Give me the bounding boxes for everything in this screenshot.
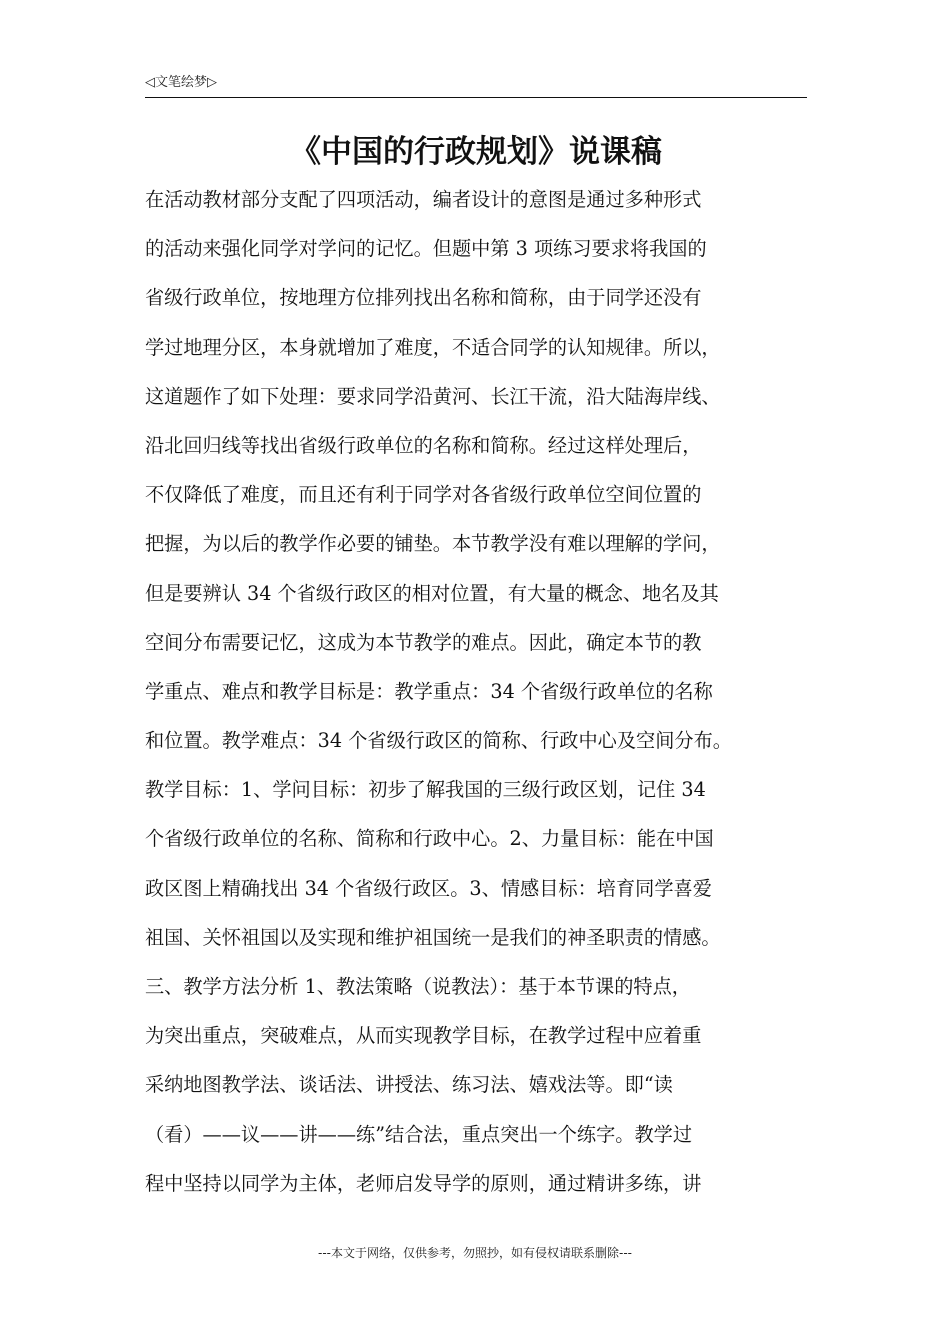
- page-footer: ---本文于网络，仅供参考，勿照抄，如有侵权请联系删除---: [318, 1246, 632, 1260]
- page-header: ◁文笔绘梦▷: [145, 75, 217, 90]
- header-divider: [145, 97, 807, 98]
- body-line: 为突出重点，突破难点，从而实现教学目标，在教学过程中应着重: [145, 1024, 702, 1048]
- document-title: 《中国的行政规划》说课稿: [290, 134, 662, 170]
- body-line: 教学目标：1、学问目标：初步了解我国的三级行政区划，记住 34: [145, 778, 706, 802]
- body-line: 这道题作了如下处理：要求同学沿黄河、长江干流，沿大陆海岸线、: [145, 384, 721, 408]
- body-line: 采纳地图教学法、谈话法、讲授法、练习法、嬉戏法等。即“读: [145, 1073, 673, 1097]
- body-line: 学重点、难点和教学目标是：教学重点：34 个省级行政单位的名称: [145, 679, 713, 703]
- body-text: [145, 180, 825, 1213]
- body-line: 省级行政单位，按地理方位排列找出名称和简称，由于同学还没有: [145, 286, 702, 310]
- body-line: 把握，为以后的教学作必要的铺垫。本节教学没有难以理解的学问，: [145, 532, 721, 556]
- body-line: 和位置。教学难点：34 个省级行政区的简称、行政中心及空间分布。: [145, 729, 732, 753]
- body-line: 程中坚持以同学为主体，老师启发导学的原则，通过精讲多练，讲: [145, 1171, 702, 1195]
- body-line: （看）——议——讲——练”结合法，重点突出一个练字。教学过: [145, 1122, 693, 1146]
- body-line: 祖国、关怀祖国以及实现和维护祖国统一是我们的神圣职责的情感。: [145, 925, 721, 949]
- body-line: 空间分布需要记忆，这成为本节教学的难点。因此，确定本节的教: [145, 630, 702, 654]
- body-line: 沿北回归线等找出省级行政单位的名称和简称。经过这样处理后，: [145, 433, 702, 457]
- body-line: 三、教学方法分析 1、教法策略（说教法）：基于本节课的特点，: [145, 975, 691, 998]
- body-line: 的活动来强化同学对学问的记忆。但题中第 3 项练习要求将我国的: [145, 237, 707, 261]
- body-line: 但是要辨认 34 个省级行政区的相对位置，有大量的概念、地名及其: [145, 581, 719, 605]
- body-line: 不仅降低了难度，而且还有利于同学对各省级行政单位空间位置的: [145, 483, 702, 507]
- body-line: 政区图上精确找出 34 个省级行政区。3、情感目标：培育同学喜爱: [145, 876, 712, 900]
- body-line: 在活动教材部分支配了四项活动，编者设计的意图是通过多种形式: [145, 188, 702, 211]
- body-line: 学过地理分区，本身就增加了难度，不适合同学的认知规律。所以，: [145, 335, 721, 359]
- body-line: 个省级行政单位的名称、简称和行政中心。2、力量目标：能在中国: [145, 827, 714, 851]
